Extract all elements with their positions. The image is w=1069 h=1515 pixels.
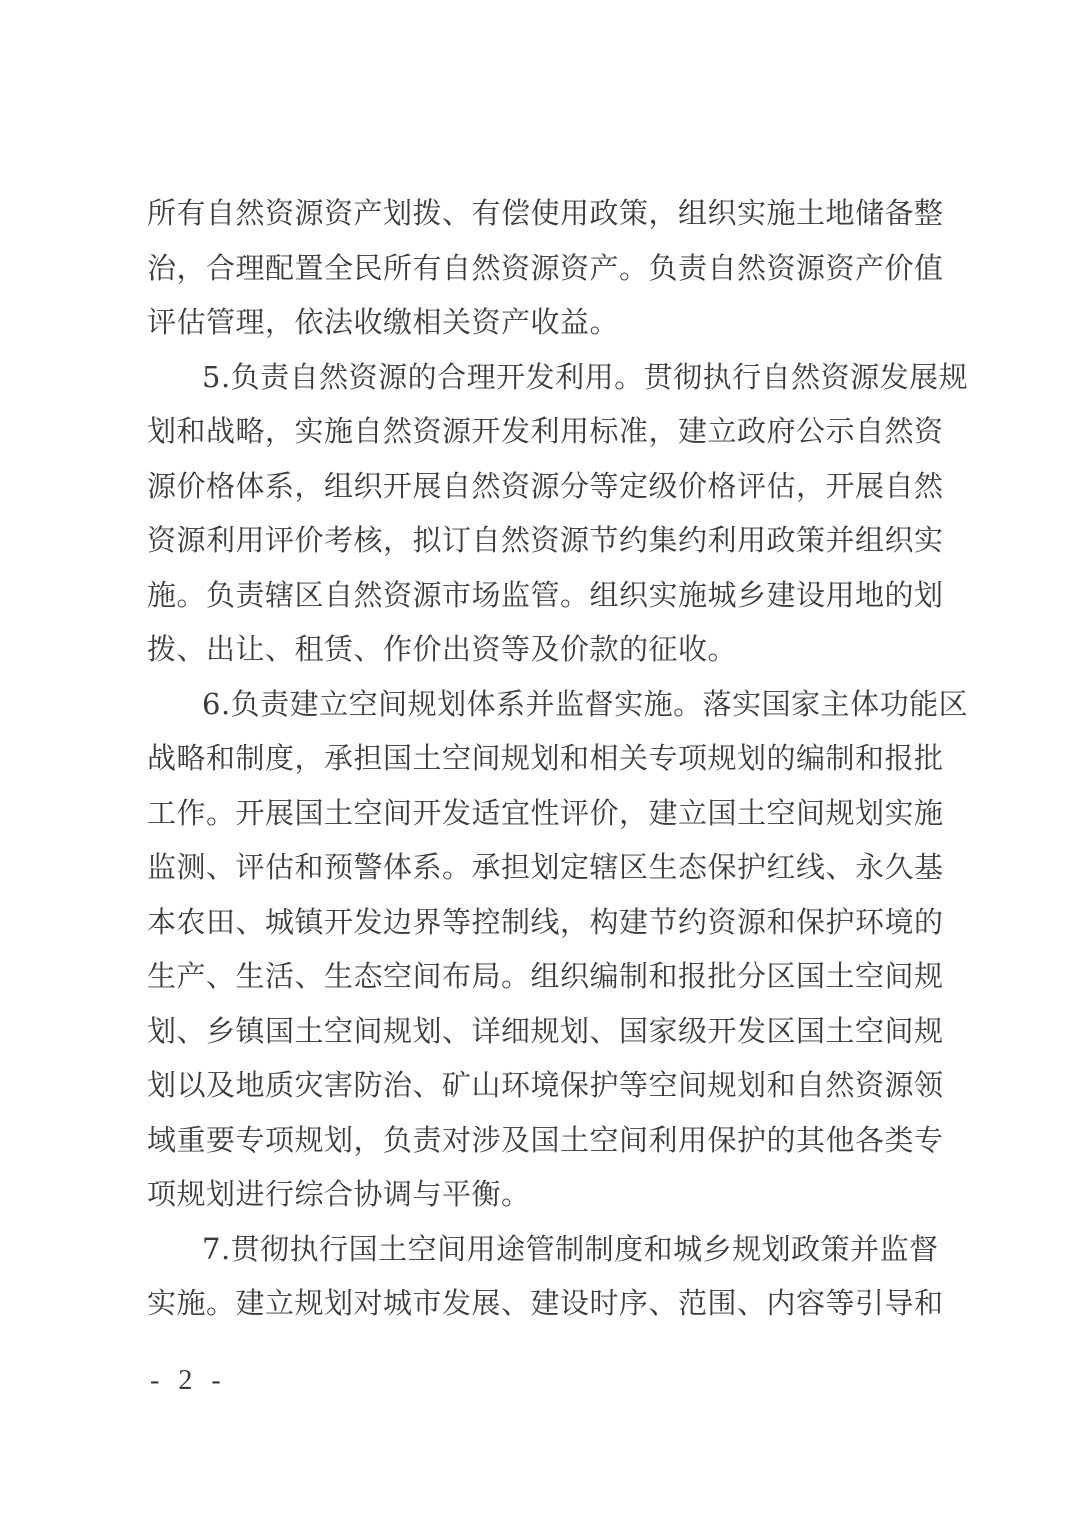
text-line: 所有自然资源资产划拨、有偿使用政策，组织实施土地储备整 — [147, 196, 944, 230]
text-line: 实施。建立规划对城市发展、建设时序、范围、内容等引导和 — [147, 1286, 944, 1320]
paragraph-5-first-line: 5.负责自然资源的合理开发利用。贯彻执行自然资源发展规 — [202, 359, 969, 394]
text-line: 资源利用评价考核，拟订自然资源节约集约利用政策并组织实 — [147, 523, 944, 557]
text-line: 治，合理配置全民所有自然资源资产。负责自然资源资产价值 — [147, 250, 944, 285]
text-line: 项规划进行综合协调与平衡。 — [147, 1177, 531, 1211]
text-line: 划和战略，实施自然资源开发利用标准，建立政府公示自然资 — [147, 414, 944, 448]
page-number: - 2 - — [150, 1365, 227, 1396]
text-line: 划、乡镇国土空间规划、详细规划、国家级开发区国土空间规 — [147, 1013, 944, 1048]
text-line: 拨、出让、租赁、作价出资等及价款的征收。 — [147, 632, 738, 666]
paragraph-6-first-line: 6.负责建立空间规划体系并监督实施。落实国家主体功能区 — [202, 686, 969, 721]
paragraph-7-first-line: 7.贯彻执行国土空间用途管制制度和城乡规划政策并监督 — [202, 1231, 939, 1266]
text-line: 施。负责辖区自然资源市场监管。组织实施城乡建设用地的划 — [147, 577, 944, 612]
text-line: 工作。开展国土空间开发适宜性评价，建立国土空间规划实施 — [147, 795, 944, 830]
text-line: 战略和制度，承担国土空间规划和相关专项规划的编制和报批 — [147, 741, 944, 775]
text-line: 生产、生活、生态空间布局。组织编制和报批分区国土空间规 — [147, 959, 944, 993]
text-line: 划以及地质灾害防治、矿山环境保护等空间规划和自然资源领 — [147, 1068, 944, 1102]
text-line: 监测、评估和预警体系。承担划定辖区生态保护红线、永久基 — [147, 850, 944, 884]
text-line: 域重要专项规划，负责对涉及国土空间利用保护的其他各类专 — [147, 1122, 944, 1157]
text-line: 评估管理，依法收缴相关资产收益。 — [147, 305, 620, 339]
text-line: 源价格体系，组织开展自然资源分等定级价格评估，开展自然 — [147, 468, 944, 503]
document-body — [147, 186, 969, 1331]
text-line: 本农田、城镇开发边界等控制线，构建节约资源和保护环境的 — [147, 904, 944, 939]
